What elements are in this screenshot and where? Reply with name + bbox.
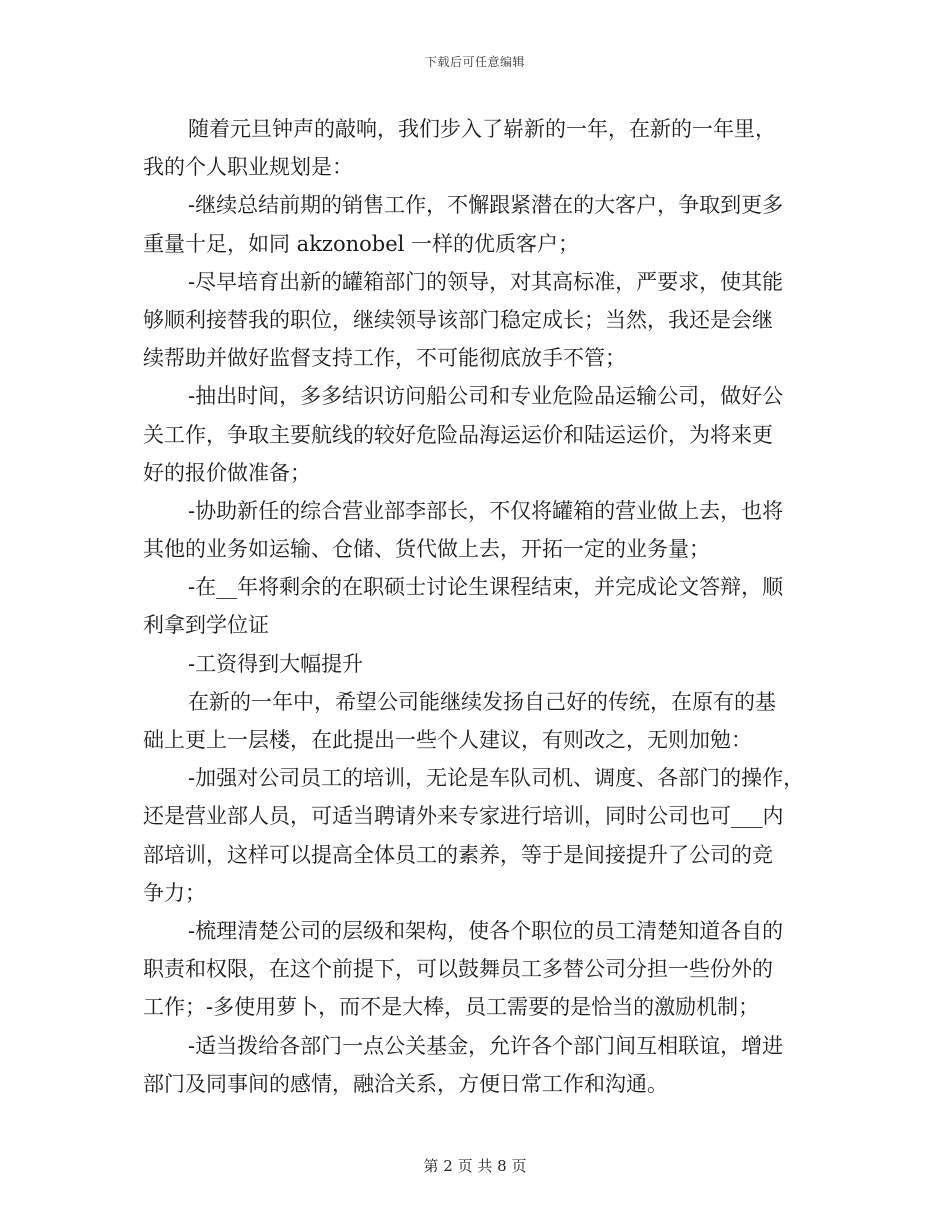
text-line: 础上更上一层楼，在此提出一些个人建议，有则改之，无则加勉：	[143, 728, 752, 752]
text-line: -适当拨给各部门一点公关基金，允许各个部门间互相联谊，增进	[188, 1033, 784, 1058]
text-line: 部培训，这样可以提高全体员工的素养，等于是间接提升了公司的竞	[143, 842, 773, 867]
text-line: -继续总结前期的销售工作，不懈跟紧潜在的大客户，争取到更多	[188, 193, 784, 218]
text-line: -尽早培育出新的罐箱部门的领导，对其高标准，严要求，使其能	[188, 269, 784, 294]
text-line: 在新的一年中，希望公司能继续发扬自己好的传统，在原有的基	[188, 689, 776, 714]
page-header: 下载后可任意编辑	[424, 55, 525, 69]
text-line: -协助新任的综合营业部李部长，不仅将罐箱的营业做上去，也将	[188, 498, 784, 523]
text-line: 争力；	[143, 880, 206, 905]
text-line: 够顺利接替我的职位，继续领导该部门稳定成长；当然，我还是会继	[143, 307, 773, 332]
text-line: -在__年将剩余的在职硕士讨论生课程结束，并完成论文答辩，顺	[188, 575, 784, 600]
text-line: 关工作，争取主要航线的较好危险品海运运价和陆运运价，为将来更	[143, 422, 773, 447]
text-line: -抽出时间，多多结识访问船公司和专业危险品运输公司，做好公	[188, 384, 784, 409]
text-line: 我的个人职业规划是：	[143, 155, 353, 180]
text-line: 职责和权限，在这个前提下，可以鼓舞员工多替公司分担一些份外的	[143, 957, 773, 982]
page-number: 第 2 页 共 8 页	[423, 1157, 527, 1175]
text-line: -加强对公司员工的培训，无论是车队司机、调度、各部门的操作，	[188, 766, 805, 791]
text-line: 工作；-多使用萝卜，而不是大棒，员工需要的是恰当的激励机制；	[143, 995, 760, 1020]
text-line: 重量十足，如同 akzonobel 一样的优质客户；	[143, 231, 580, 256]
text-line: 好的报价做准备；	[143, 460, 311, 485]
text-line: 其他的业务如运输、仓储、货代做上去，开拓一定的业务量；	[143, 537, 710, 562]
text-line: 还是营业部人员，可适当聘请外来专家进行培训，同时公司也可___内	[143, 804, 784, 829]
text-line: 部门及同事间的感情，融洽关系，方便日常工作和沟通。	[143, 1071, 668, 1096]
text-line: -梳理清楚公司的层级和架构，使各个职位的员工清楚知道各自的	[188, 918, 784, 943]
text-line: 续帮助并做好监督支持工作，不可能彻底放手不管；	[143, 346, 626, 371]
text-line: -工资得到大幅提升	[188, 651, 364, 676]
text-line: 利拿到学位证	[143, 613, 269, 638]
document-body	[143, 110, 811, 1103]
text-line: 随着元旦钟声的敲响，我们步入了崭新的一年，在新的一年里，	[188, 117, 776, 141]
